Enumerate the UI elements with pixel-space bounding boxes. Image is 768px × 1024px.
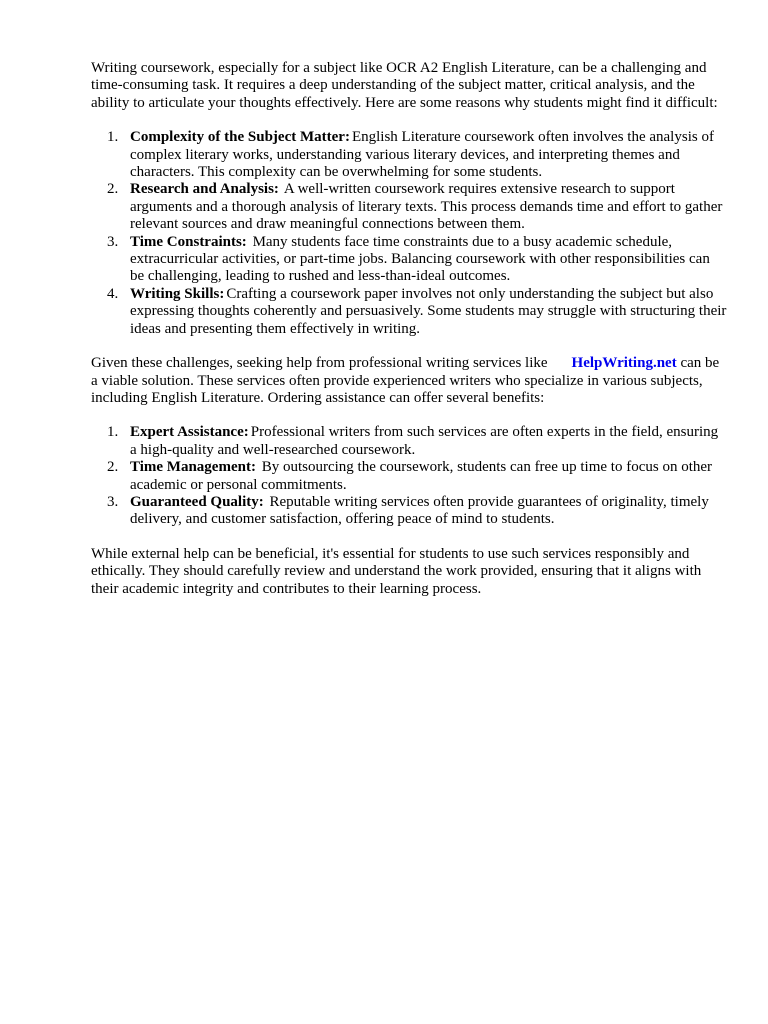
services-text-before: Given these challenges, seeking help from professional writing services like bbox=[91, 355, 548, 372]
benefits-list bbox=[91, 424, 727, 528]
reasons-list bbox=[91, 129, 727, 338]
list-term: Time Management: bbox=[130, 459, 256, 476]
services-paragraph bbox=[91, 355, 727, 407]
list-item bbox=[91, 129, 727, 181]
list-term: Writing Skills: bbox=[130, 285, 225, 302]
list-item bbox=[91, 181, 727, 233]
list-term: Time Constraints: bbox=[130, 233, 247, 250]
list-number: 1. bbox=[107, 424, 119, 441]
list-number: 4. bbox=[107, 285, 119, 302]
list-term: Research and Analysis: bbox=[130, 181, 279, 198]
list-text: By outsourcing the coursework, students can free up time to focus on other academic or personal commitments. bbox=[130, 459, 713, 493]
list-number: 3. bbox=[107, 493, 119, 510]
list-number: 2. bbox=[107, 181, 119, 198]
list-item bbox=[91, 234, 727, 286]
list-text: Crafting a coursework paper involves not only understanding the subject but also expressing thoughts coherently and persuasively. Some students may struggle with structuring their ideas and presenting them effectively in writing. bbox=[130, 285, 727, 337]
list-number: 3. bbox=[107, 233, 119, 250]
list-text: Many students face time constraints due to a busy academic schedule, extracurricular activities, or part-time jobs. Balancing coursework with other responsibilities can be challenging, leading to rushed and less-than-ideal outcomes. bbox=[130, 233, 710, 285]
list-text: Professional writers from such services are often experts in the field, ensuring a high-quality and well-researched coursework. bbox=[130, 424, 719, 458]
helpwriting-link[interactable]: HelpWriting.net bbox=[571, 355, 677, 372]
list-text: Reputable writing services often provide guarantees of originality, timely delivery, and customer satisfaction, offering peace of mind to students. bbox=[130, 493, 709, 528]
list-number: 2. bbox=[107, 459, 119, 476]
list-item bbox=[91, 286, 727, 338]
list-number: 1. bbox=[107, 129, 119, 146]
list-term: Complexity of the Subject Matter: bbox=[130, 129, 350, 146]
list-text: A well-written coursework requires extensive research to support arguments and a thorough analysis of literary texts. This process demands time and effort to gather relevant sources and draw meaningful connections between them. bbox=[130, 181, 723, 233]
list-item bbox=[91, 424, 727, 459]
document-page bbox=[91, 60, 727, 598]
closing-paragraph: While external help can be beneficial, it's essential for students to use such services responsibly and ethically. They should carefully review and understand the work provided, ensuring that it aligns with their academic integrity and contributes to their learning process. bbox=[91, 545, 702, 597]
list-item bbox=[91, 494, 727, 529]
intro-paragraph: Writing coursework, especially for a subject like OCR A2 English Literature, can be a challenging and time-consuming task. It requires a deep understanding of the subject matter, critical analysis, and the ability to articulate your thoughts effectively. Here are some reasons why students might find it difficult: bbox=[91, 60, 718, 111]
list-item bbox=[91, 459, 727, 494]
list-term: Guaranteed Quality: bbox=[130, 493, 264, 510]
list-term: Expert Assistance: bbox=[130, 424, 249, 441]
list-text: English Literature coursework often involves the analysis of complex literary works, understanding various literary devices, and interpreting themes and characters. This complexity can be overwhelming for some students. bbox=[130, 129, 714, 181]
services-text-after: can be a viable solution. These services often provide experienced writers who specialize in various subjects, including English Literature. Ordering assistance can offer several benefits: bbox=[91, 355, 720, 406]
